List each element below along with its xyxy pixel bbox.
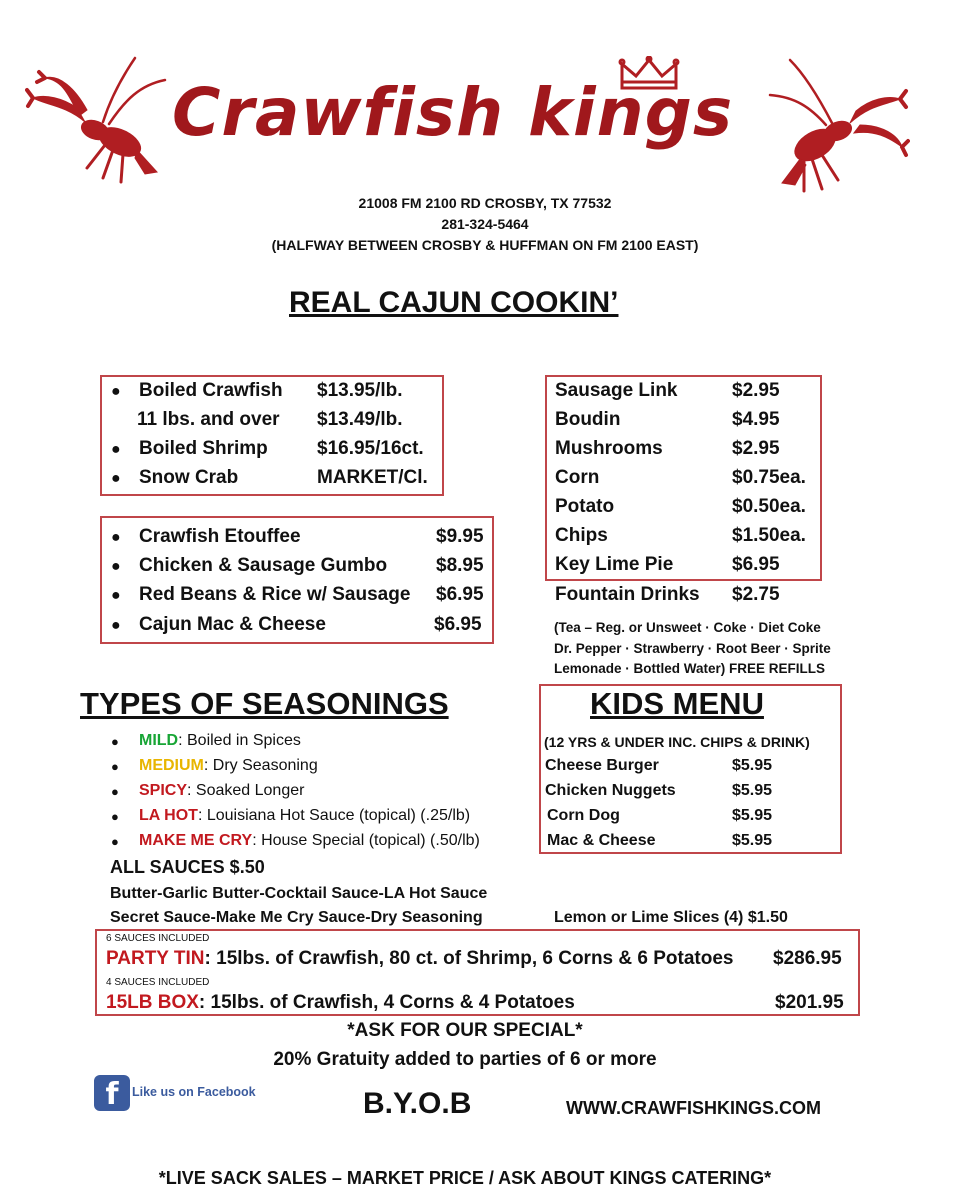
kids-subtitle: (12 YRS & UNDER INC. CHIPS & DRINK) (544, 734, 810, 750)
party-tin-row (106, 948, 733, 970)
crawfish-left-icon (25, 50, 175, 185)
party-box-label: 15LB BOX (106, 992, 199, 1013)
sauces-line: Secret Sauce-Make Me Cry Sauce-Dry Seasoning (110, 909, 483, 926)
brand-title: Crawfish kings (172, 74, 734, 151)
seasoning-desc: : Dry Seasoning (203, 757, 318, 774)
bullet-icon: ● (111, 587, 121, 604)
side-price: $2.95 (732, 438, 780, 459)
bullet-icon: ● (111, 809, 119, 824)
seasoning-level: MILD (139, 732, 179, 749)
facebook-label: Like us on Facebook (132, 1085, 256, 1099)
lemon-slices: Lemon or Lime Slices (4) $1.50 (554, 909, 788, 926)
bullet-icon: ● (111, 784, 119, 799)
seasoning-row (139, 732, 301, 750)
side-price: $1.50ea. (732, 525, 806, 546)
address: 21008 FM 2100 RD CROSBY, TX 77532 (358, 195, 612, 211)
bullet-icon: ● (111, 383, 121, 400)
seasoning-desc: : Louisiana Hot Sauce (topical) (.25/lb) (197, 807, 471, 824)
entree-price: $8.95 (436, 555, 484, 576)
byob-text: B.Y.O.B (363, 1087, 472, 1120)
party-tin-note: 6 SAUCES INCLUDED (106, 933, 210, 944)
facebook-link[interactable] (94, 1075, 264, 1115)
party-box-price: $201.95 (775, 992, 844, 1013)
party-tin-desc: : 15lbs. of Crawfish, 80 ct. of Shrimp, 6 Corns & 6 Potatoes (204, 948, 734, 969)
bullet-icon: ● (111, 734, 119, 749)
side-price: $0.75ea. (732, 467, 806, 488)
boil-price: $13.49/lb. (317, 409, 403, 430)
boil-item: Boiled Crawfish (139, 380, 283, 401)
boil-price: $13.95/lb. (317, 380, 403, 401)
seasoning-desc: : Boiled in Spices (178, 732, 301, 749)
seasoning-level: MEDIUM (139, 757, 204, 774)
drinks-price: $2.75 (732, 584, 780, 605)
side-price: $6.95 (732, 554, 780, 575)
crawfish-right-icon (760, 55, 910, 195)
party-tin-label: PARTY TIN (106, 948, 205, 969)
gratuity-text: 20% Gratuity added to parties of 6 or more (273, 1049, 657, 1070)
drinks-note: Lemonade · Bottled Water) FREE REFILLS (554, 661, 826, 676)
kids-price: $5.95 (732, 807, 773, 824)
bullet-icon: ● (111, 470, 121, 487)
seasoning-row (139, 807, 470, 825)
seasoning-row (139, 782, 304, 800)
entree-price: $6.95 (434, 614, 482, 635)
special-text: *ASK FOR OUR SPECIAL* (347, 1020, 583, 1041)
kids-price: $5.95 (732, 757, 773, 774)
entree-item: Crawfish Etouffee (139, 526, 301, 547)
side-price: $2.95 (732, 380, 780, 401)
boil-item: 11 lbs. and over (137, 409, 280, 430)
seasonings-title: TYPES OF SEASONINGS (80, 686, 449, 721)
kids-item: Corn Dog (547, 807, 620, 824)
side-item: Corn (555, 467, 600, 488)
phone: 281-324-5464 (441, 216, 529, 232)
side-price: $4.95 (732, 409, 780, 430)
kids-item: Mac & Cheese (547, 832, 656, 849)
bullet-icon: ● (111, 759, 119, 774)
entree-price: $6.95 (436, 584, 484, 605)
entree-item: Chicken & Sausage Gumbo (139, 555, 388, 576)
party-box-note: 4 SAUCES INCLUDED (106, 977, 210, 988)
seasoning-level: SPICY (139, 782, 188, 799)
sauces-line: Butter-Garlic Butter-Cocktail Sauce-LA Hot Sauce (110, 885, 488, 902)
seasoning-desc: : House Special (topical) (.50/lb) (252, 832, 480, 849)
sauces-title: ALL SAUCES $.50 (110, 857, 265, 877)
bullet-icon: ● (111, 441, 121, 458)
drinks-note: Dr. Pepper · Strawberry · Root Beer · Sprite (554, 641, 831, 656)
bullet-icon: ● (111, 834, 119, 849)
entree-item: Cajun Mac & Cheese (139, 614, 326, 635)
entree-item: Red Beans & Rice w/ Sausage (139, 584, 411, 605)
side-price: $0.50ea. (732, 496, 806, 517)
bullet-icon: ● (111, 529, 121, 546)
bullet-icon: ● (111, 558, 121, 575)
kids-item: Chicken Nuggets (545, 782, 676, 799)
boil-item: Snow Crab (139, 467, 239, 488)
address-block (0, 193, 970, 256)
seasoning-row (139, 757, 318, 775)
party-box-row (106, 992, 575, 1014)
facebook-icon: f (94, 1075, 130, 1111)
kids-price: $5.95 (732, 832, 773, 849)
seasoning-level: LA HOT (139, 807, 198, 824)
bullet-icon: ● (111, 617, 121, 634)
side-item: Mushrooms (555, 438, 663, 459)
entree-price: $9.95 (436, 526, 484, 547)
side-item: Potato (555, 496, 615, 517)
seasoning-row (139, 832, 480, 850)
kids-title: KIDS MENU (590, 686, 764, 721)
bottom-note: *LIVE SACK SALES – MARKET PRICE / ASK ABOUT KINGS CATERING* (158, 1168, 772, 1188)
side-item: Sausage Link (555, 380, 678, 401)
kids-price: $5.95 (732, 782, 773, 799)
tagline: REAL CAJUN COOKIN’ (289, 286, 619, 319)
directions: (HALFWAY BETWEEN CROSBY & HUFFMAN ON FM 2100 EAST) (271, 237, 699, 253)
side-item: Boudin (555, 409, 621, 430)
party-box-desc: : 15lbs. of Crawfish, 4 Corns & 4 Potatoes (198, 992, 575, 1013)
party-tin-price: $286.95 (773, 948, 842, 969)
seasoning-desc: : Soaked Longer (187, 782, 305, 799)
website-link[interactable]: WWW.CRAWFISHKINGS.COM (566, 1098, 821, 1118)
kids-item: Cheese Burger (545, 757, 659, 774)
boil-price: MARKET/Cl. (317, 467, 428, 488)
side-item: Key Lime Pie (555, 554, 674, 575)
boil-item: Boiled Shrimp (139, 438, 268, 459)
drinks-item: Fountain Drinks (555, 584, 700, 605)
drinks-note: (Tea – Reg. or Unsweet · Coke · Diet Coke (554, 620, 821, 635)
boil-price: $16.95/16ct. (317, 438, 424, 459)
seasoning-level: MAKE ME CRY (139, 832, 253, 849)
side-item: Chips (555, 525, 608, 546)
